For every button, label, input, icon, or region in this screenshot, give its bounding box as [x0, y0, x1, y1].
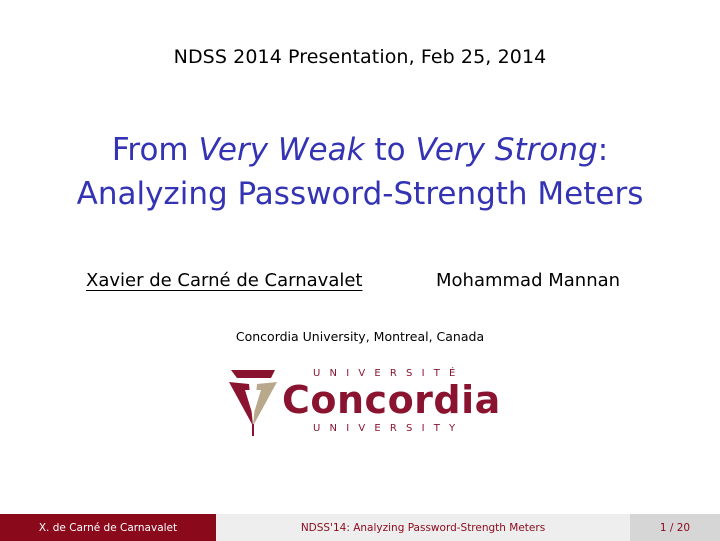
logo-wordmark: Concordia — [282, 378, 501, 422]
authors — [0, 270, 720, 300]
footer-page-number: 1 / 20 — [630, 514, 720, 541]
title-colon: : — [597, 132, 609, 168]
title-emphasis-strong: Very Strong — [415, 132, 598, 168]
concordia-shield-icon — [225, 366, 281, 440]
footer-bar — [0, 514, 720, 541]
logo-universite-text: UNIVERSITÉ — [313, 368, 465, 379]
author-presenter: Xavier de Carné de Carnavalet — [86, 270, 363, 291]
footer-author: X. de Carné de Carnavalet — [0, 514, 216, 541]
logo-university-text: UNIVERSITY — [313, 423, 465, 434]
conference-line: NDSS 2014 Presentation, Feb 25, 2014 — [173, 46, 547, 68]
author-coauthor: Mohammad Mannan — [436, 270, 621, 291]
title-line-2: Analyzing Password-Strength Meters — [76, 176, 644, 212]
title-mid: to — [364, 132, 416, 168]
title-prefix: From — [111, 132, 199, 168]
concordia-logo — [225, 364, 501, 440]
title-line-1 — [0, 128, 720, 172]
footer-talk-title: NDSS'14: Analyzing Password-Strength Meters — [216, 514, 630, 541]
title-emphasis-weak: Very Weak — [198, 132, 365, 168]
affiliation: Concordia University, Montreal, Canada — [235, 329, 485, 344]
presentation-title — [0, 128, 720, 216]
